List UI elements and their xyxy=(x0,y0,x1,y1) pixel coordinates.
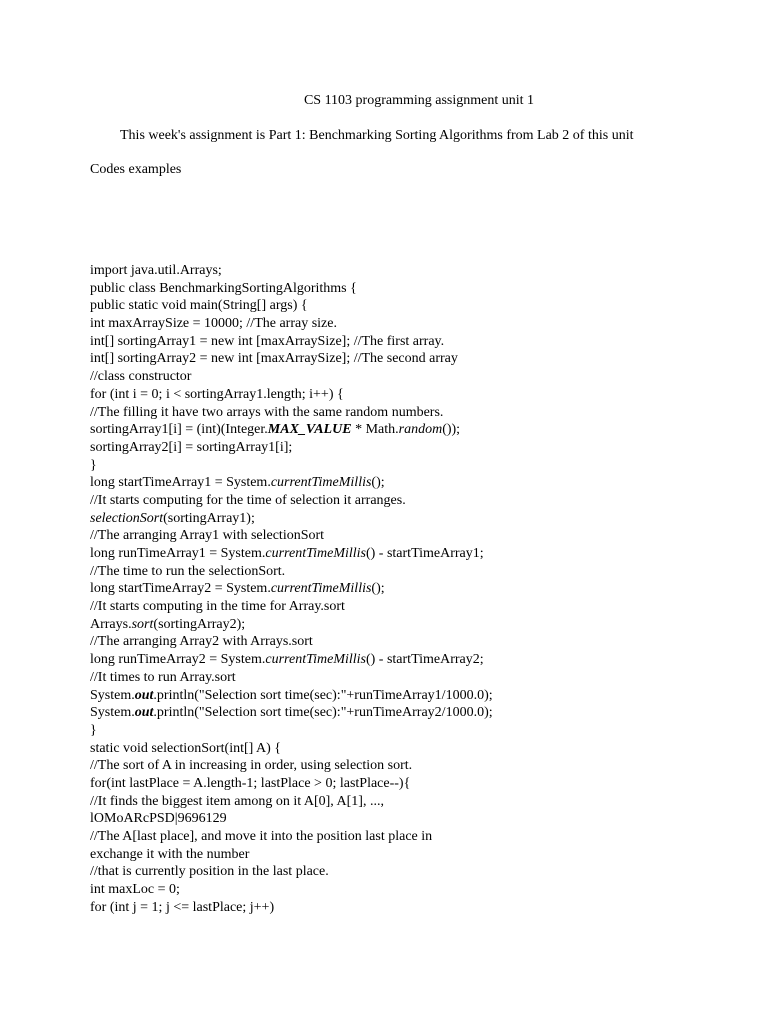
code-line xyxy=(90,421,493,439)
code-line xyxy=(90,740,493,758)
code-segment: //The filling it have two arrays with the same random numbers. xyxy=(90,404,444,420)
code-line xyxy=(90,793,493,811)
code-line xyxy=(90,899,493,917)
code-line xyxy=(90,846,493,864)
code-segment: sortingArray2[i] = sortingArray1[i]; xyxy=(90,439,293,455)
code-line xyxy=(90,492,493,510)
code-segment: //The arranging Array1 with selectionSort xyxy=(90,528,325,544)
code-segment: System. xyxy=(90,687,135,703)
code-line xyxy=(90,828,493,846)
document-title: CS 1103 programming assignment unit 1 xyxy=(303,93,535,108)
code-segment: (sortingArray2); xyxy=(153,616,246,632)
code-segment: System. xyxy=(90,705,135,721)
code-line xyxy=(90,687,493,705)
code-line xyxy=(90,439,493,457)
code-segment: random xyxy=(398,422,443,438)
code-segment: .println("Selection sort time(sec):"+runTimeArray1/1000.0); xyxy=(153,687,493,703)
code-line xyxy=(90,563,493,581)
code-segment: .println("Selection sort time(sec):"+runTimeArray2/1000.0); xyxy=(153,705,493,721)
code-line xyxy=(90,297,493,315)
code-segment: long startTimeArray1 = System. xyxy=(90,475,271,491)
code-line xyxy=(90,280,493,298)
code-line xyxy=(90,404,493,422)
code-segment: long startTimeArray2 = System. xyxy=(90,581,271,597)
code-line xyxy=(90,580,493,598)
code-line xyxy=(90,704,493,722)
code-segment: out xyxy=(134,687,154,703)
code-listing xyxy=(90,262,493,916)
code-segment: long runTimeArray1 = System. xyxy=(90,546,266,561)
code-segment: currentTimeMillis xyxy=(265,652,366,668)
code-line xyxy=(90,386,493,404)
code-segment: int maxLoc = 0; xyxy=(90,882,180,898)
code-segment: } xyxy=(90,457,97,473)
code-segment: //The sort of A in increasing in order, using selection sort. xyxy=(90,758,413,774)
code-segment: } xyxy=(90,722,97,738)
code-segment: MAX_VALUE xyxy=(267,422,352,438)
code-line xyxy=(90,315,493,333)
code-segment: out xyxy=(134,705,154,721)
code-line xyxy=(90,810,493,828)
code-segment: sortingArray1[i] = (int)(Integer. xyxy=(90,422,268,438)
code-segment: //The time to run the selectionSort. xyxy=(90,563,286,579)
code-segment: Arrays. xyxy=(90,616,132,632)
code-segment: //It finds the biggest item among on it A[0], A[1], ..., xyxy=(90,793,384,809)
code-segment: for (int i = 0; i < sortingArray1.length; i++) { xyxy=(90,386,344,402)
code-segment: public class BenchmarkingSortingAlgorithms { xyxy=(90,280,357,296)
code-segment: () - startTimeArray1; xyxy=(365,546,484,561)
code-line xyxy=(90,633,493,651)
code-segment: (); xyxy=(371,475,385,491)
code-line xyxy=(90,598,493,616)
code-segment: lOMoARcPSD|9696129 xyxy=(90,811,227,827)
code-line xyxy=(90,722,493,740)
code-segment: for (int j = 1; j <= lastPlace; j++) xyxy=(90,899,275,915)
code-segment: //The A[last place], and move it into the position last place in xyxy=(90,829,433,844)
code-segment: currentTimeMillis xyxy=(270,581,372,597)
code-segment: //that is currently position in the last place. xyxy=(90,864,329,880)
code-segment: public static void main(String[] args) { xyxy=(90,298,308,314)
code-segment: currentTimeMillis xyxy=(265,546,366,561)
code-line xyxy=(90,616,493,634)
code-line xyxy=(90,545,493,563)
code-line xyxy=(90,527,493,545)
code-segment: () - startTimeArray2; xyxy=(365,652,484,668)
code-line xyxy=(90,474,493,492)
code-segment: (sortingArray1); xyxy=(163,510,255,526)
code-segment: selectionSort xyxy=(90,510,164,526)
code-line xyxy=(90,333,493,351)
code-line xyxy=(90,368,493,386)
code-line xyxy=(90,881,493,899)
code-segment: long runTimeArray2 = System. xyxy=(90,652,266,668)
code-line xyxy=(90,350,493,368)
code-line xyxy=(90,457,493,475)
code-segment: //The arranging Array2 with Arrays.sort xyxy=(90,634,313,650)
code-segment: import java.util.Arrays; xyxy=(90,263,222,278)
code-segment: int[] sortingArray1 = new int [maxArraySize]; //The first array. xyxy=(90,333,445,349)
code-line xyxy=(90,669,493,687)
code-line xyxy=(90,757,493,775)
code-segment: currentTimeMillis xyxy=(270,475,372,491)
code-line xyxy=(90,651,493,669)
code-segment: //It times to run Array.sort xyxy=(90,669,236,685)
code-examples-heading: Codes examples xyxy=(90,162,182,177)
code-segment: ()); xyxy=(442,422,461,438)
code-segment: static void selectionSort(int[] A) { xyxy=(90,740,282,756)
intro-paragraph: This week's assignment is Part 1: Benchmarking Sorting Algorithms from Lab 2 of this unit xyxy=(120,128,634,143)
code-segment: //It starts computing in the time for Array.sort xyxy=(90,599,345,615)
code-line xyxy=(90,510,493,528)
code-segment: //class constructor xyxy=(90,369,192,385)
code-segment: for(int lastPlace = A.length-1; lastPlace > 0; lastPlace--){ xyxy=(90,775,411,791)
code-segment: //It starts computing for the time of selection it arranges. xyxy=(90,492,406,508)
code-line xyxy=(90,775,493,793)
code-line xyxy=(90,863,493,881)
code-segment: sort xyxy=(131,616,154,632)
code-line xyxy=(90,262,493,280)
code-segment: * Math. xyxy=(351,422,399,438)
code-segment: int[] sortingArray2 = new int [maxArraySize]; //The second array xyxy=(90,351,458,367)
code-segment: exchange it with the number xyxy=(90,846,250,862)
code-segment: int maxArraySize = 10000; //The array size. xyxy=(90,316,337,332)
code-segment: (); xyxy=(371,581,385,597)
